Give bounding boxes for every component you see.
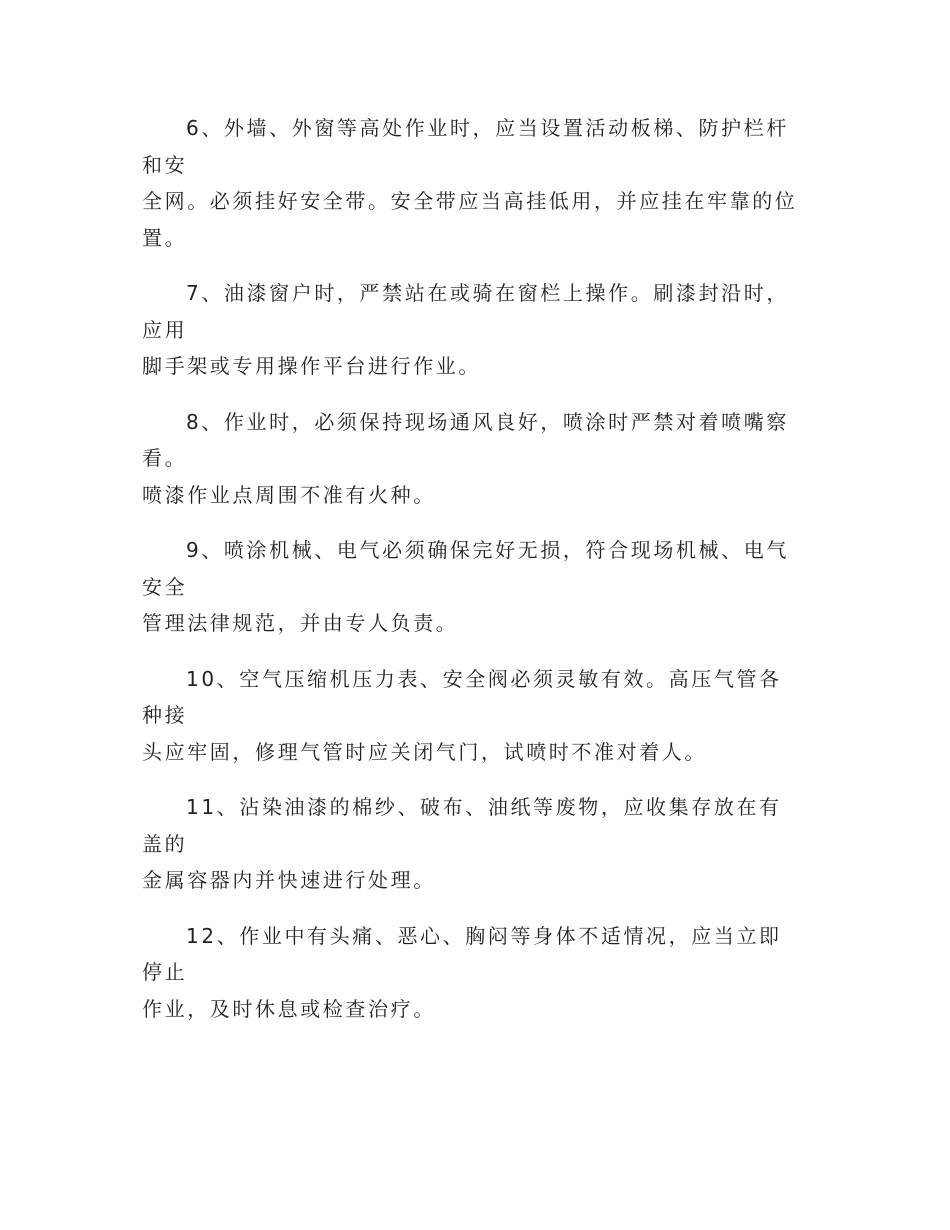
paragraph-item-10: 10、空气压缩机压力表、安全阀必须灵敏有效。高压气管各种接 头应牢固，修理气管时应关闭气门，试喷时不准对着人。 <box>142 666 782 764</box>
document-body <box>142 110 804 1046</box>
paragraph-item-11: 11、沾染油漆的棉纱、破布、油纸等废物，应收集存放在有盖的 金属容器内并快速进行处理。 <box>142 795 782 892</box>
paragraph-item-7: 7、油漆窗户时，严禁站在或骑在窗栏上操作。刷漆封沿时，应用 脚手架或专用操作平台进行作业。 <box>142 281 789 378</box>
paragraph-item-12: 12、作业中有头痛、恶心、胸闷等身体不适情况，应当立即停止 作业，及时休息或检查治疗。 <box>142 923 782 1021</box>
paragraph-item-6: 6、外墙、外窗等高处作业时，应当设置活动板梯、防护栏杆和安 全网。必须挂好安全带。安全带应当高挂低用，并应挂在牢靠的位 置。 <box>142 116 798 250</box>
paragraph-item-8: 8、作业时，必须保持现场通风良好，喷涂时严禁对着喷嘴察看。 喷漆作业点周围不准有火种。 <box>142 409 789 507</box>
paragraph-item-9: 9、喷涂机械、电气必须确保完好无损，符合现场机械、电气安全 管理法律规范，并由专人负责。 <box>142 538 789 635</box>
